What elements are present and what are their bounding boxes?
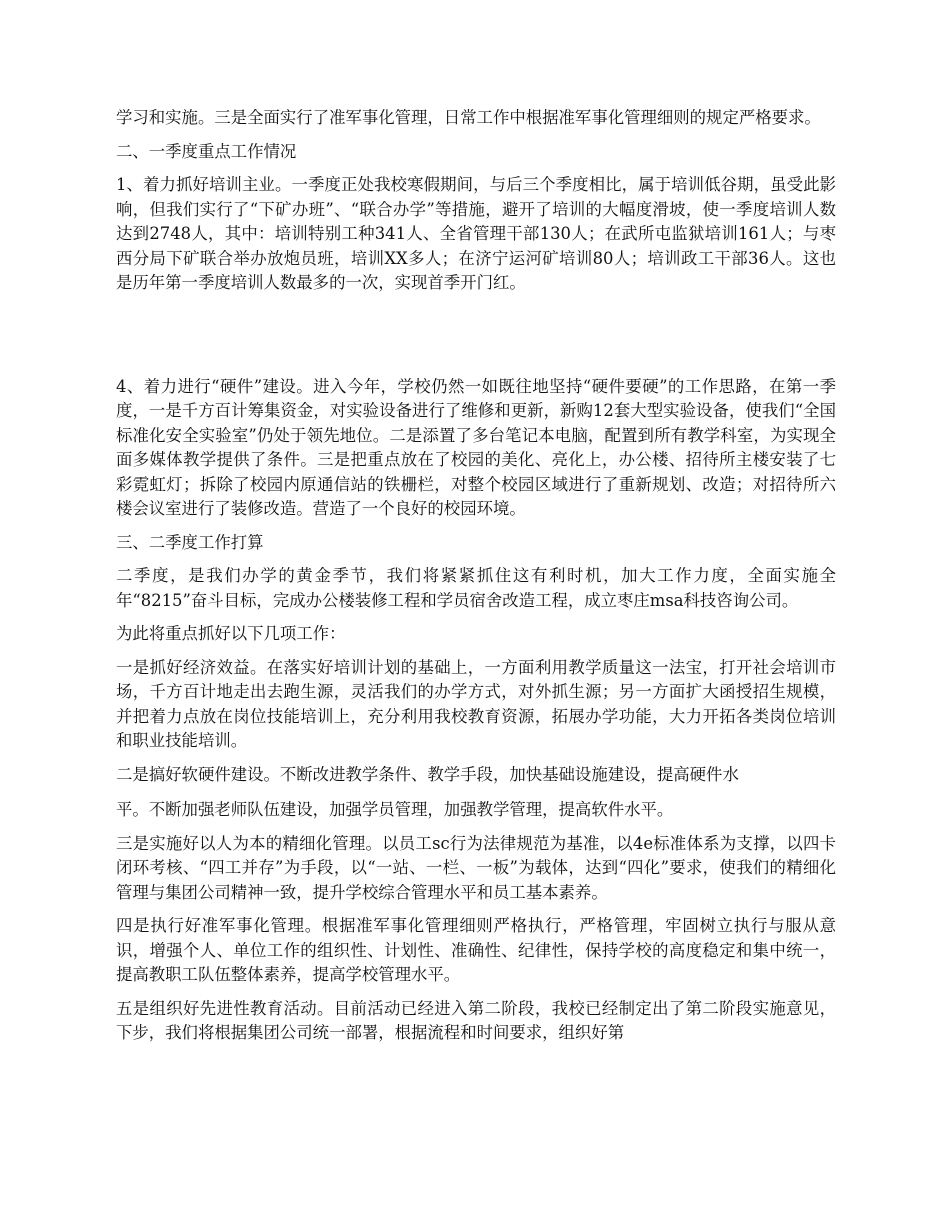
paragraph-economic: 一是抓好经济效益。在落实好培训计划的基础上，一方面利用教学质量这一法宝，打开社会培训市场，千方百计地走出去跑生源，灵活我们的办学方式，对外抓生源；另一方面扩大函授招生规模，并把着力点放在岗位技能培训上，充分利用我校教育资源，拓展办学功能，大力开拓各类岗位培训和职业技能培训。 <box>116 657 836 750</box>
paragraph-education-activity: 五是组织好先进性教育活动。目前活动已经进入第二阶段，我校已经制定出了第二阶段实施意见，下步，我们将根据集团公司统一部署，根据流程和时间要求，组织好第 <box>116 998 836 1042</box>
paragraph-q2-plan: 二季度，是我们办学的黄金季节，我们将紧紧抓住这有利时机，加大工作力度，全面实施全年“8215”奋斗目标，完成办公楼装修工程和学员宿舍改造工程，成立枣庄msa科技咨询公司。 <box>116 566 836 610</box>
document-page <box>116 106 836 1046</box>
paragraph-intro-continuation: 学习和实施。三是全面实行了准军事化管理，日常工作中根据准军事化管理细则的规定严格要求。 <box>116 108 821 127</box>
section-heading-q2: 三、二季度工作打算 <box>116 532 264 552</box>
section-heading-q1: 二、一季度重点工作情况 <box>116 141 297 161</box>
paragraph-soft-hard-2: 平。不断加强老师队伍建设，加强学员管理，加强教学管理，提高软件水平。 <box>116 800 674 819</box>
paragraph-focus-intro: 为此将重点抓好以下几项工作： <box>116 624 346 643</box>
paragraph-soft-hard-1: 二是搞好软硬件建设。不断改进教学条件、教学手段，加快基础设施建设，提高硬件水 <box>116 764 739 784</box>
paragraph-hardware: 4、着力进行“硬件”建设。进入今年，学校仍然一如既往地坚持“硬件要硬”的工作思路，在第一季度，一是千方百计筹集资金，对实验设备进行了维修和更新，新购12套大型实验设备，使我们“全国标准化安全实验室”仍处于领先地位。二是添置了多台笔记本电脑，配置到所有教学科室，为实现全面多媒体教学提供了条件。三是把重点放在了校园的美化、亮化上，办公楼、招待所主楼安装了七彩霓虹灯；拆除了校园内原通信站的铁栅栏，对整个校园区域进行了重新规划、改造；对招待所六楼会议室进行了装修改造。营造了一个良好的校园环境。 <box>116 376 836 518</box>
paragraph-military-management: 四是执行好准军事化管理。根据准军事化管理细则严格执行，严格管理，牢固树立执行与服从意识，增强个人、单位工作的组织性、计划性、准确性、纪律性，保持学校的高度稳定和集中统一，提高教职工队伍整体素养，提高学校管理水平。 <box>116 916 836 984</box>
paragraph-training: 1、着力抓好培训主业。一季度正处我校寒假期间，与后三个季度相比，属于培训低谷期，虽受此影响，但我们实行了“下矿办班”、“联合办学”等措施，避开了培训的大幅度滑坡，使一季度培训人数达到2748人，其中：培训特别工种341人、全省管理干部130人；在武所屯监狱培训161人；与枣西分局下矿联合举办放炮员班，培训XX多人；在济宁运河矿培训80人；培训政工干部36人。这也是历年第一季度培训人数最多的一次，实现首季开门红。 <box>116 175 836 292</box>
paragraph-refined-management: 三是实施好以人为本的精细化管理。以员工sc行为法律规范为基准，以4e标准体系为支撑，以四卡闭环考核、“四工并存”为手段，以“一站、一栏、一板”为载体，达到“四化”要求，使我们的精细化管理与集团公司精神一致，提升学校综合管理水平和员工基本素养。 <box>116 833 836 902</box>
